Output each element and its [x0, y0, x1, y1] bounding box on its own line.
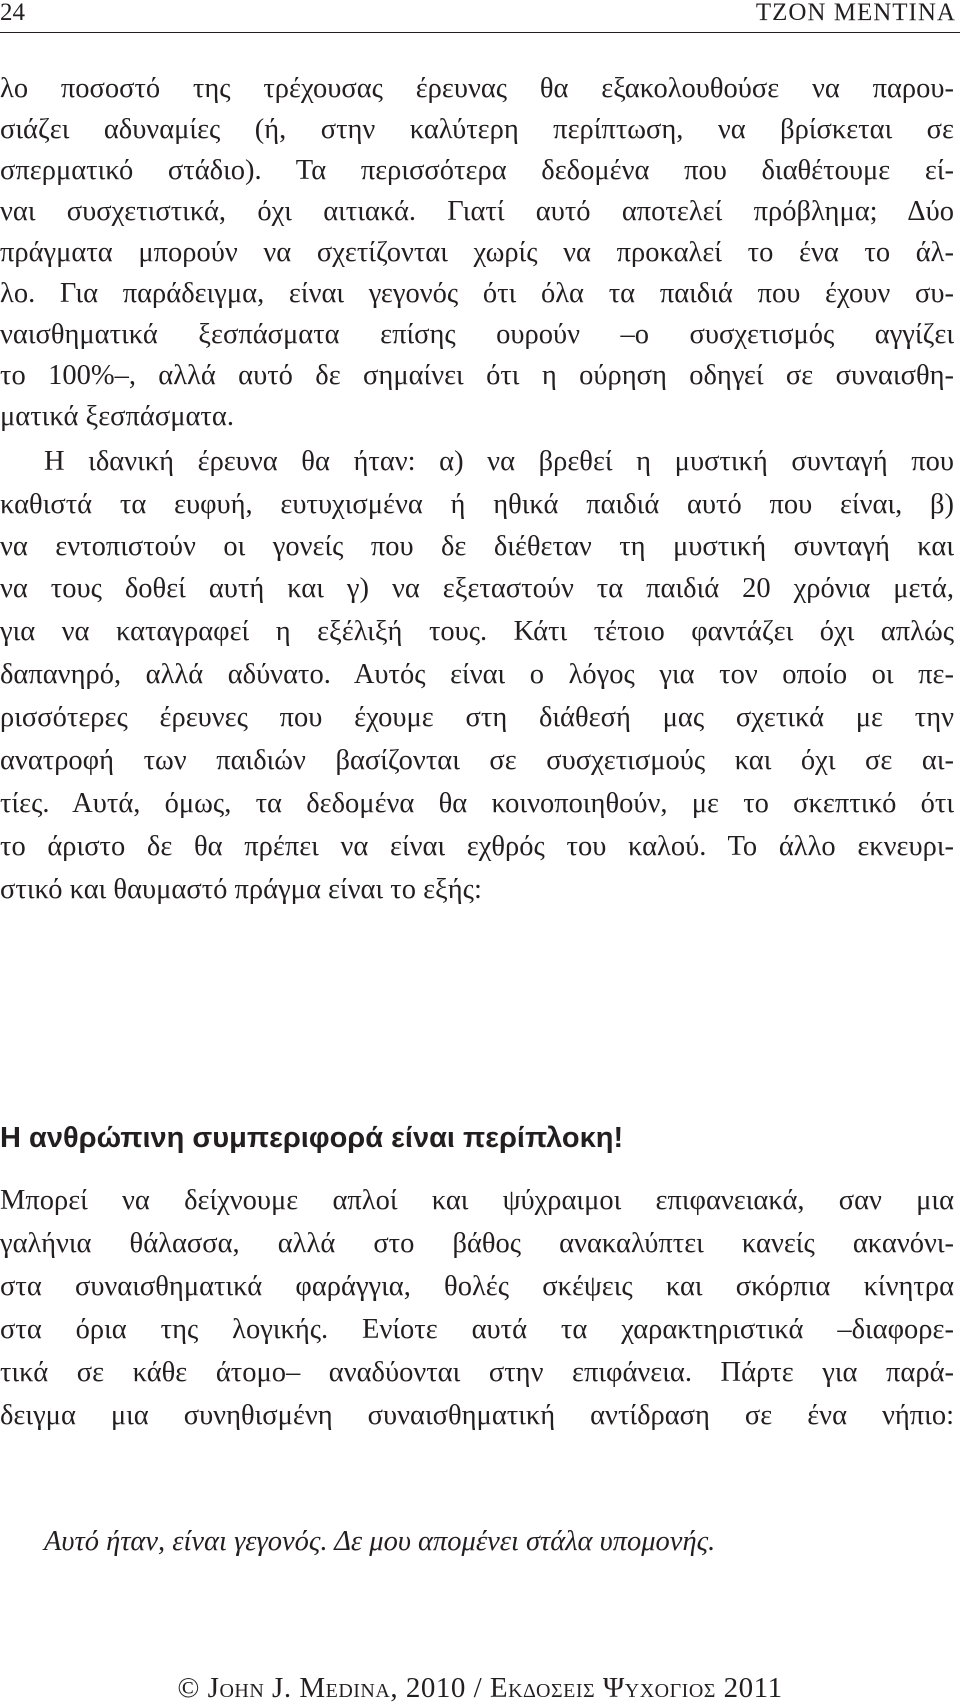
running-title: ΤΖΟΝ ΜΕΝΤΙΝΑ — [755, 0, 956, 26]
section-heading: Η ανθρώπινη συμπεριφορά είναι περίπλοκη! — [0, 1122, 624, 1154]
text-line: ναισθηματικά ξεσπάσματα επίσης ουρούν –ο συσχετισμός αγγίζει — [0, 319, 954, 350]
text-line: ανατροφή των παιδιών βασίζονται σε συσχετισμούς και όχι σε αι- — [0, 745, 954, 776]
text-line: ρισσότερες έρευνες που έχουμε στη διάθεσή μας σχετικά με την — [0, 702, 954, 733]
text-line: δειγμα μια συνηθισμένη συναισθηματική αντίδραση σε ένα νήπιο: — [0, 1400, 954, 1431]
text-line: δαπανηρό, αλλά αδύνατο. Αυτός είναι ο λόγος για τον οποίο οι πε- — [0, 659, 954, 690]
text-line: Μπορεί να δείχνουμε απλοί και ψύχραιμοι επιφανειακά, σαν μια — [0, 1185, 954, 1216]
text-line: ματικά ξεσπάσματα. — [0, 401, 234, 432]
running-header — [0, 0, 960, 33]
text-line: για να καταγραφεί η εξέλιξή τους. Κάτι τέτοιο φαντάζει όχι απλώς — [0, 616, 954, 647]
italic-quote: Αυτό ήταν, είναι γεγονός. Δε μου απομένει στάλα υπομονής. — [44, 1526, 716, 1557]
text-line: στικό και θαυμαστό πράγμα είναι το εξής: — [0, 874, 482, 905]
text-line: στα όρια της λογικής. Ενίοτε αυτά τα χαρακτηριστικά –διαφορε- — [0, 1314, 954, 1345]
copyright-footer: © John J. Medina, 2010 / Εκδοσεις Ψυχογιος 2011 — [177, 1672, 783, 1704]
text-line: λο. Για παράδειγμα, είναι γεγονός ότι όλα τα παιδιά που έχουν συ- — [0, 278, 954, 309]
text-line: λο ποσοστό της τρέχουσας έρευνας θα εξακολουθούσε να παρου- — [0, 73, 954, 104]
text-line: τικά σε κάθε άτομο– αναδύονται στην επιφάνεια. Πάρτε για παρά- — [0, 1357, 954, 1388]
text-line: το 100%–, αλλά αυτό δε σημαίνει ότι η ούρηση οδηγεί σε συναισθη- — [0, 360, 954, 391]
text-line: σιάζει αδυναμίες (ή, στην καλύτερη περίπτωση, να βρίσκεται σε — [0, 114, 954, 145]
text-line: καθιστά τα ευφυή, ευτυχισμένα ή ηθικά παιδιά αυτό που είναι, β) — [0, 489, 954, 520]
text-line: το άριστο δε θα πρέπει να είναι εχθρός του καλού. Το άλλο εκνευρι- — [0, 831, 954, 862]
text-line: πράγματα μπορούν να σχετίζονται χωρίς να προκαλεί το ένα το άλ- — [0, 237, 954, 268]
text-line: να εντοπιστούν οι γονείς που δε διέθεταν τη μυστική συνταγή και — [0, 531, 954, 562]
text-line: τίες. Αυτά, όμως, τα δεδομένα θα κοινοποιηθούν, με το σκεπτικό ότι — [0, 788, 954, 819]
text-line: γαλήνια θάλασσα, αλλά στο βάθος ανακαλύπτει κανείς ακανόνι- — [0, 1228, 954, 1259]
text-line: στα συναισθηματικά φαράγγια, θολές σκέψεις και σκόρπια κίνητρα — [0, 1271, 954, 1302]
text-line: Η ιδανική έρευνα θα ήταν: α) να βρεθεί η μυστική συνταγή που — [44, 446, 954, 477]
text-line: ναι συσχετιστικά, όχι αιτιακά. Γιατί αυτό αποτελεί πρόβλημα; Δύο — [0, 196, 954, 227]
page-number: 24 — [0, 0, 25, 26]
text-line: να τους δοθεί αυτή και γ) να εξεταστούν τα παιδιά 20 χρόνια μετά, — [0, 573, 954, 604]
text-line: σπερματικό στάδιο). Τα περισσότερα δεδομένα που διαθέτουμε εί- — [0, 155, 954, 186]
